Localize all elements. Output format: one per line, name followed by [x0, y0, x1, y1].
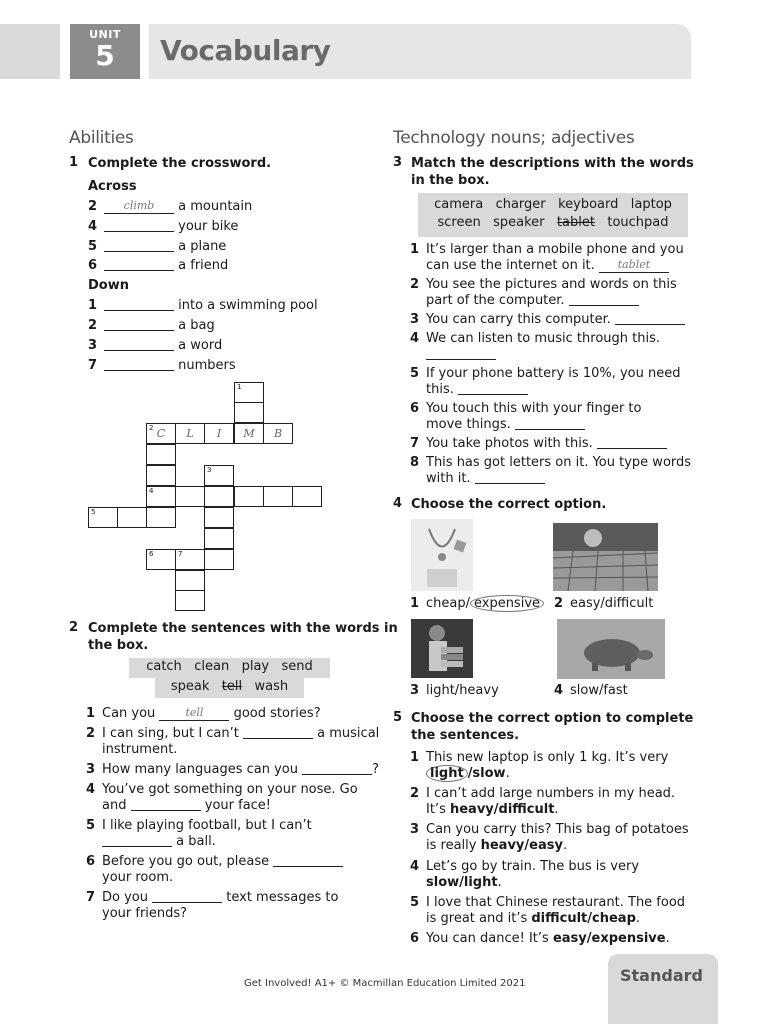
ex3-item: 7 You take photos with this. — [410, 436, 720, 452]
ex3-item: 2 You see the pictures and words on this part of the computer. — [410, 277, 677, 308]
crossword-cell[interactable]: 2 C — [146, 423, 176, 444]
ex1-instruction: Complete the crossword. — [88, 156, 272, 171]
option-pair[interactable]: difficult/cheap — [531, 911, 636, 926]
crossword-cell[interactable] — [204, 486, 234, 507]
crossword-cell[interactable] — [146, 444, 176, 465]
ex3-number: 3 — [393, 155, 403, 170]
answer-blank[interactable] — [102, 834, 172, 847]
ex5-item: 5 I love that Chinese restaurant. The food is great and it’s difficult/cheap. — [410, 895, 686, 926]
ex5-instruction-line1: Choose the correct option to complete — [411, 711, 694, 726]
ex2-item: 7 Do you text messages to your friends? — [86, 890, 339, 921]
crossword-cell[interactable] — [234, 402, 264, 423]
boy-carrying-books-photo — [411, 619, 473, 678]
option-pair[interactable]: heavy/easy — [480, 838, 563, 853]
page-title: Vocabulary — [160, 34, 331, 67]
ex3-instruction-line2: in the box. — [411, 173, 490, 188]
ex3-instruction-line1: Match the descriptions with the words — [411, 156, 694, 171]
crossword-cell[interactable] — [204, 507, 234, 528]
ex2-number: 2 — [69, 620, 79, 635]
crossword-cell[interactable] — [146, 465, 176, 486]
crossword-cell[interactable] — [175, 590, 205, 611]
ex2-item: 2 I can sing, but I can’t a musical instrument. — [86, 726, 380, 757]
crossword-cell[interactable] — [204, 528, 234, 549]
ex3-item: 5 If your phone battery is 10%, you need this. — [410, 366, 681, 397]
crossword-cell[interactable] — [175, 570, 205, 591]
ex5-item: 3 Can you carry this? This bag of potatoes is really heavy/easy. — [410, 822, 689, 853]
crossword-cell[interactable]: M — [234, 423, 264, 444]
ex1-number: 1 — [69, 155, 79, 170]
ex5-item: 1 This new laptop is only 1 kg. It’s very light /slow. — [410, 750, 669, 781]
crossword-cell[interactable]: 4 — [146, 486, 176, 507]
ex5-number: 5 — [393, 710, 403, 725]
crossword-cell[interactable] — [175, 486, 205, 507]
level-label: Standard — [620, 966, 703, 985]
answer-blank[interactable] — [104, 258, 174, 271]
selected-answer-circle[interactable]: light — [426, 765, 468, 782]
ex2-item: 5 I like playing football, but I can’t a ball. — [86, 818, 312, 849]
down-clue: 3 a word — [88, 338, 223, 353]
selected-answer-circle[interactable]: expensive — [470, 595, 544, 612]
across-clue: 6 a friend — [88, 258, 229, 273]
answer-blank[interactable] — [243, 726, 313, 739]
ex3-item: 6 You touch this with your finger to move things. — [410, 401, 642, 432]
answer-blank[interactable]: climb — [104, 201, 174, 214]
ex4-number: 4 — [393, 496, 403, 511]
jigsaw-photo — [553, 523, 658, 591]
across-clue: 2 $^{climb}$ a mountain — [88, 199, 253, 214]
header-left-bar — [0, 24, 60, 79]
answer-blank[interactable] — [302, 762, 372, 775]
crossword-cell[interactable]: 7 — [175, 549, 205, 570]
down-clue: 2 a bag — [88, 318, 215, 333]
ex2-item: 1 Can you $^{tell}$ good stories? — [86, 706, 321, 721]
answer-blank[interactable] — [569, 293, 639, 306]
tortoise-photo — [557, 619, 665, 679]
crossword-cell[interactable]: 3 — [204, 465, 234, 486]
crossword-cell[interactable]: 5 — [88, 507, 118, 528]
section-title-technology: Technology nouns; adjectives — [393, 128, 635, 148]
option-pair[interactable]: slow/light — [426, 875, 498, 890]
necklace-photo — [411, 519, 473, 591]
answer-blank[interactable] — [475, 471, 545, 484]
ex4-option: 2 easy/difficult — [554, 596, 654, 611]
option-pair[interactable]: easy/expensive — [552, 931, 666, 946]
ex4-option: 4 slow/fast — [554, 683, 628, 698]
ex3-item: 3 You can carry this computer. — [410, 312, 720, 328]
down-label: Down — [88, 278, 129, 293]
ex5-item: 4 Let’s go by train. The bus is very slow/light. — [410, 859, 640, 890]
answer-blank[interactable]: tell — [159, 708, 229, 721]
answer-blank[interactable] — [273, 854, 343, 867]
answer-blank[interactable] — [104, 318, 174, 331]
answer-blank[interactable] — [426, 347, 496, 360]
answer-blank[interactable] — [104, 239, 174, 252]
crossword-cell[interactable] — [263, 486, 293, 507]
ex3-item: 8 This has got letters on it. You type words with it. — [410, 455, 692, 486]
ex4-option: 1 cheap/ expensive — [410, 596, 550, 612]
answer-blank[interactable]: tablet — [599, 260, 669, 273]
section-title-abilities: Abilities — [69, 128, 134, 148]
word-box-row: catch clean play send — [129, 658, 330, 678]
crossword-cell[interactable] — [292, 486, 322, 507]
unit-badge — [70, 24, 140, 79]
answer-blank[interactable] — [104, 358, 174, 371]
crossword-cell[interactable] — [117, 507, 147, 528]
ex2-instruction-line2: the box. — [88, 638, 149, 653]
level-tab — [608, 954, 718, 1024]
crossword-cell[interactable]: I — [204, 423, 234, 444]
down-clue: 1 into a swimming pool — [88, 298, 318, 313]
answer-blank[interactable] — [104, 219, 174, 232]
crossword-cell[interactable]: 1 — [234, 382, 264, 403]
crossword-cell[interactable]: L — [175, 423, 205, 444]
ex3-item: 4 We can listen to music through this. — [410, 331, 720, 363]
crossword-cell[interactable] — [234, 486, 264, 507]
ex4-instruction: Choose the correct option. — [411, 497, 607, 512]
copyright-footer: Get Involved! A1+ © Macmillan Education Limited 2021 — [244, 978, 526, 989]
across-clue: 5 a plane — [88, 239, 227, 254]
ex5-item: 6 You can dance! It’s easy/expensive. — [410, 931, 670, 946]
ex2-item: 6 Before you go out, please your room. — [86, 854, 386, 886]
answer-blank[interactable] — [597, 436, 667, 449]
across-label: Across — [88, 179, 137, 194]
ex3-item: 1 It’s larger than a mobile phone and you can use the internet on it. $^{tablet}$ — [410, 242, 684, 273]
ex2-item: 4 You’ve got something on your nose. Go and your face! — [86, 782, 358, 813]
ex5-instruction-line2: the sentences. — [411, 728, 520, 743]
ex2-instruction-line1: Complete the sentences with the words in — [88, 621, 398, 636]
word-box-row: speak tell wash — [155, 678, 304, 698]
answer-blank[interactable] — [515, 417, 585, 430]
answer-blank[interactable] — [458, 382, 528, 395]
ex2-item: 3 How many languages can you ? — [86, 762, 380, 777]
unit-label: UNIT — [89, 28, 121, 41]
answer-blank[interactable] — [104, 338, 174, 351]
answer-blank[interactable] — [615, 312, 685, 325]
answer-blank[interactable] — [152, 890, 222, 903]
ex4-option: 3 light/heavy — [410, 683, 499, 698]
crossword-cell[interactable]: 6 — [146, 549, 176, 570]
answer-blank[interactable] — [104, 298, 174, 311]
crossword-cell[interactable] — [204, 549, 234, 570]
unit-number: 5 — [95, 39, 115, 72]
across-clue: 4 your bike — [88, 219, 239, 234]
ex5-item: 2 I can’t add large numbers in my head. It’s heavy/difficult. — [410, 786, 676, 817]
answer-blank[interactable] — [131, 798, 201, 811]
option-pair[interactable]: heavy/difficult — [449, 802, 555, 817]
crossword-cell[interactable]: B — [263, 423, 293, 444]
crossword-cell[interactable] — [146, 507, 176, 528]
word-box: camera charger keyboard laptop screen speaker tablet touchpad — [418, 193, 688, 237]
down-clue: 7 numbers — [88, 358, 236, 373]
header-title-bar — [149, 24, 691, 79]
